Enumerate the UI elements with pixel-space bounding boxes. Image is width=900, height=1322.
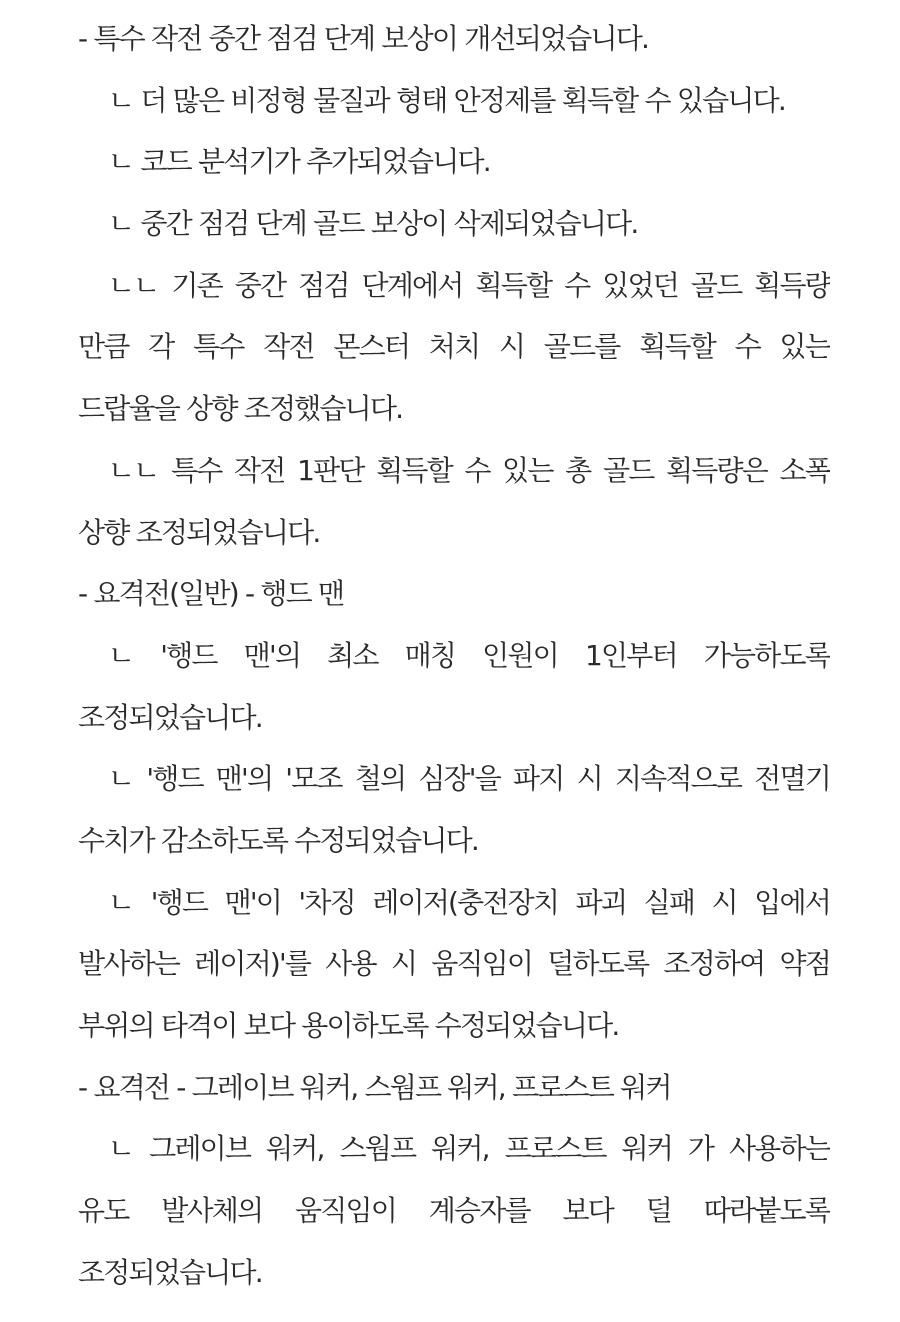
text-line-15: ㄴ '행드 맨'이 '차징 레이저(충전장치 파괴 실패 시 입에서 xyxy=(108,885,830,919)
text-line-20: 유도 발사체의 움직임이 계승자를 보다 덜 따라붙도록 xyxy=(78,1194,830,1228)
text-line-3: ㄴ 코드 분석기가 추가되었습니다. xyxy=(108,145,490,179)
text-line-5: ㄴㄴ 기존 중간 점검 단계에서 획득할 수 있었던 골드 획득량 xyxy=(108,268,830,302)
text-line-1: - 특수 작전 중간 점검 단계 보상이 개선되었습니다. xyxy=(78,22,649,55)
text-line-17: 부위의 타격이 보다 용이하도록 수정되었습니다. xyxy=(78,1009,619,1042)
text-line-9: 상향 조정되었습니다. xyxy=(78,515,320,549)
text-line-2: ㄴ 더 많은 비정형 물질과 형태 안정제를 획득할 수 있습니다. xyxy=(108,83,785,117)
text-line-13: ㄴ '행드 맨'의 '모조 철의 심장'을 파지 시 지속적으로 전멸기 xyxy=(108,762,830,796)
text-line-6: 만큼 각 특수 작전 몬스터 처치 시 골드를 획득할 수 있는 xyxy=(78,330,830,364)
text-line-4: ㄴ 중간 점검 단계 골드 보상이 삭제되었습니다. xyxy=(108,207,638,241)
text-line-7: 드랍율을 상향 조정했습니다. xyxy=(78,392,403,426)
text-line-8: ㄴㄴ 특수 작전 1판단 획득할 수 있는 총 골드 획득량은 소폭 xyxy=(108,453,830,487)
text-line-21: 조정되었습니다. xyxy=(78,1255,262,1289)
text-line-14: 수치가 감소하도록 수정되었습니다. xyxy=(78,823,479,857)
text-line-16: 발사하는 레이저)'를 사용 시 움직임이 덜하도록 조정하여 약점 xyxy=(78,947,830,981)
text-line-12: 조정되었습니다. xyxy=(78,700,262,734)
text-line-19: ㄴ 그레이브 워커, 스웜프 워커, 프로스트 워커 가 사용하는 xyxy=(108,1132,830,1166)
patch-notes-document xyxy=(78,8,830,1303)
text-line-18: - 요격전 - 그레이브 워커, 스웜프 워커, 프로스트 워커 xyxy=(78,1070,671,1104)
text-line-10: - 요격전(일반) - 행드 맨 xyxy=(78,577,344,611)
text-line-11: ㄴ '행드 맨'의 최소 매칭 인원이 1인부터 가능하도록 xyxy=(108,638,830,672)
